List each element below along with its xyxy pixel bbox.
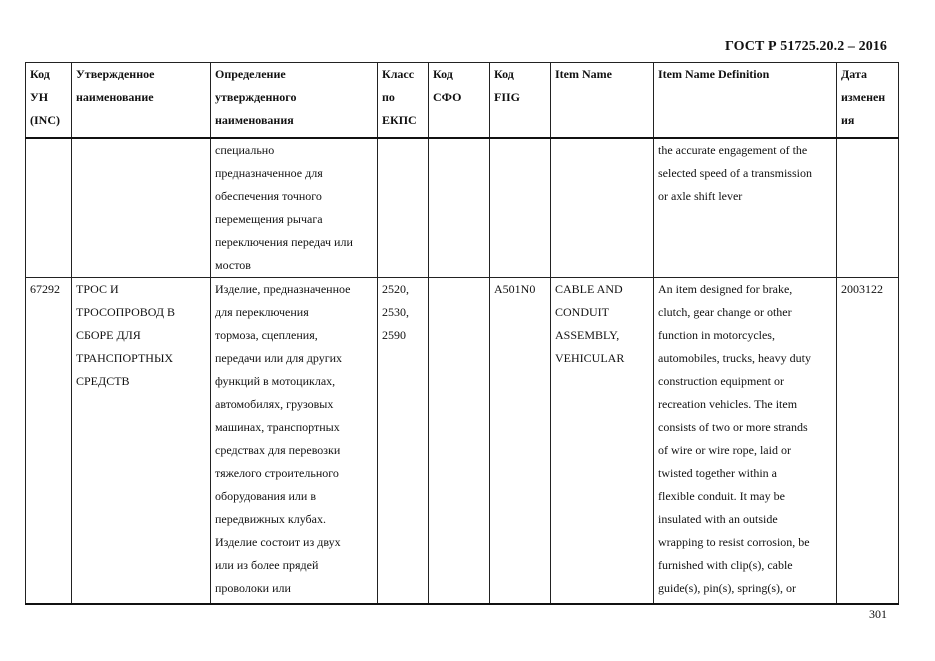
cell-definition: специально предназначенное для обеспечения точного перемещения рычага переключения передач или мостов — [211, 138, 378, 278]
cell-change-date: 2003122 — [837, 277, 899, 604]
col-header-sfo: Код СФО — [429, 63, 490, 138]
col-header-change-date: Дата изменен ия — [837, 63, 899, 138]
cell-item-definition: An item designed for brake, clutch, gear change or other function in motorcycles, automobiles, trucks, heavy duty construction equipment or recreation vehicles. The item consists of two or more strands of wire or wire rope, laid or twisted together within a flexible conduit. It may be insulated with an outside wrapping to resist corrosion, be furnished with clip(s), cable guide(s), pin(s), spring(s), or — [654, 277, 837, 604]
cell-fiig — [490, 138, 551, 278]
cell-change-date — [837, 138, 899, 278]
table-row — [26, 138, 899, 278]
col-header-item-definition: Item Name Definition — [654, 63, 837, 138]
cell-item-name — [551, 138, 654, 278]
document-code: ГОСТ Р 51725.20.2 – 2016 — [724, 39, 887, 54]
cell-definition: Изделие, предназначенное для переключения тормоза, сцепления, передачи или для других функций в мотоциклах, автомобилях, грузовых машинах, транспортных средствах для перевозки тяжелого строительного оборудования или в передвижных клубах. Изделие состоит из двух или из более прядей проволоки или — [211, 277, 378, 604]
col-header-inc: Код УН (INC) — [26, 63, 72, 138]
cell-class: 2520, 2530, 2590 — [378, 277, 429, 604]
cell-inc: 67292 — [26, 277, 72, 604]
cell-class — [378, 138, 429, 278]
col-header-definition: Определение утвержденного наименования — [211, 63, 378, 138]
col-header-class: Класс по ЕКПС — [378, 63, 429, 138]
cell-sfo — [429, 277, 490, 604]
catalog-table — [25, 62, 899, 605]
page-number: 301 — [869, 607, 887, 621]
cell-approved-name — [72, 138, 211, 278]
cell-item-definition: the accurate engagement of the selected speed of a transmission or axle shift lever — [654, 138, 837, 278]
col-header-approved-name: Утвержденное наименование — [72, 63, 211, 138]
cell-item-name: CABLE AND CONDUIT ASSEMBLY, VEHICULAR — [551, 277, 654, 604]
table-header-row — [26, 63, 899, 138]
cell-approved-name: ТРОС И ТРОСОПРОВОД В СБОРЕ ДЛЯ ТРАНСПОРТНЫХ СРЕДСТВ — [72, 277, 211, 604]
cell-sfo — [429, 138, 490, 278]
col-header-fiig: Код FIIG — [490, 63, 551, 138]
table-row — [26, 277, 899, 604]
cell-inc — [26, 138, 72, 278]
cell-fiig: A501N0 — [490, 277, 551, 604]
col-header-item-name: Item Name — [551, 63, 654, 138]
